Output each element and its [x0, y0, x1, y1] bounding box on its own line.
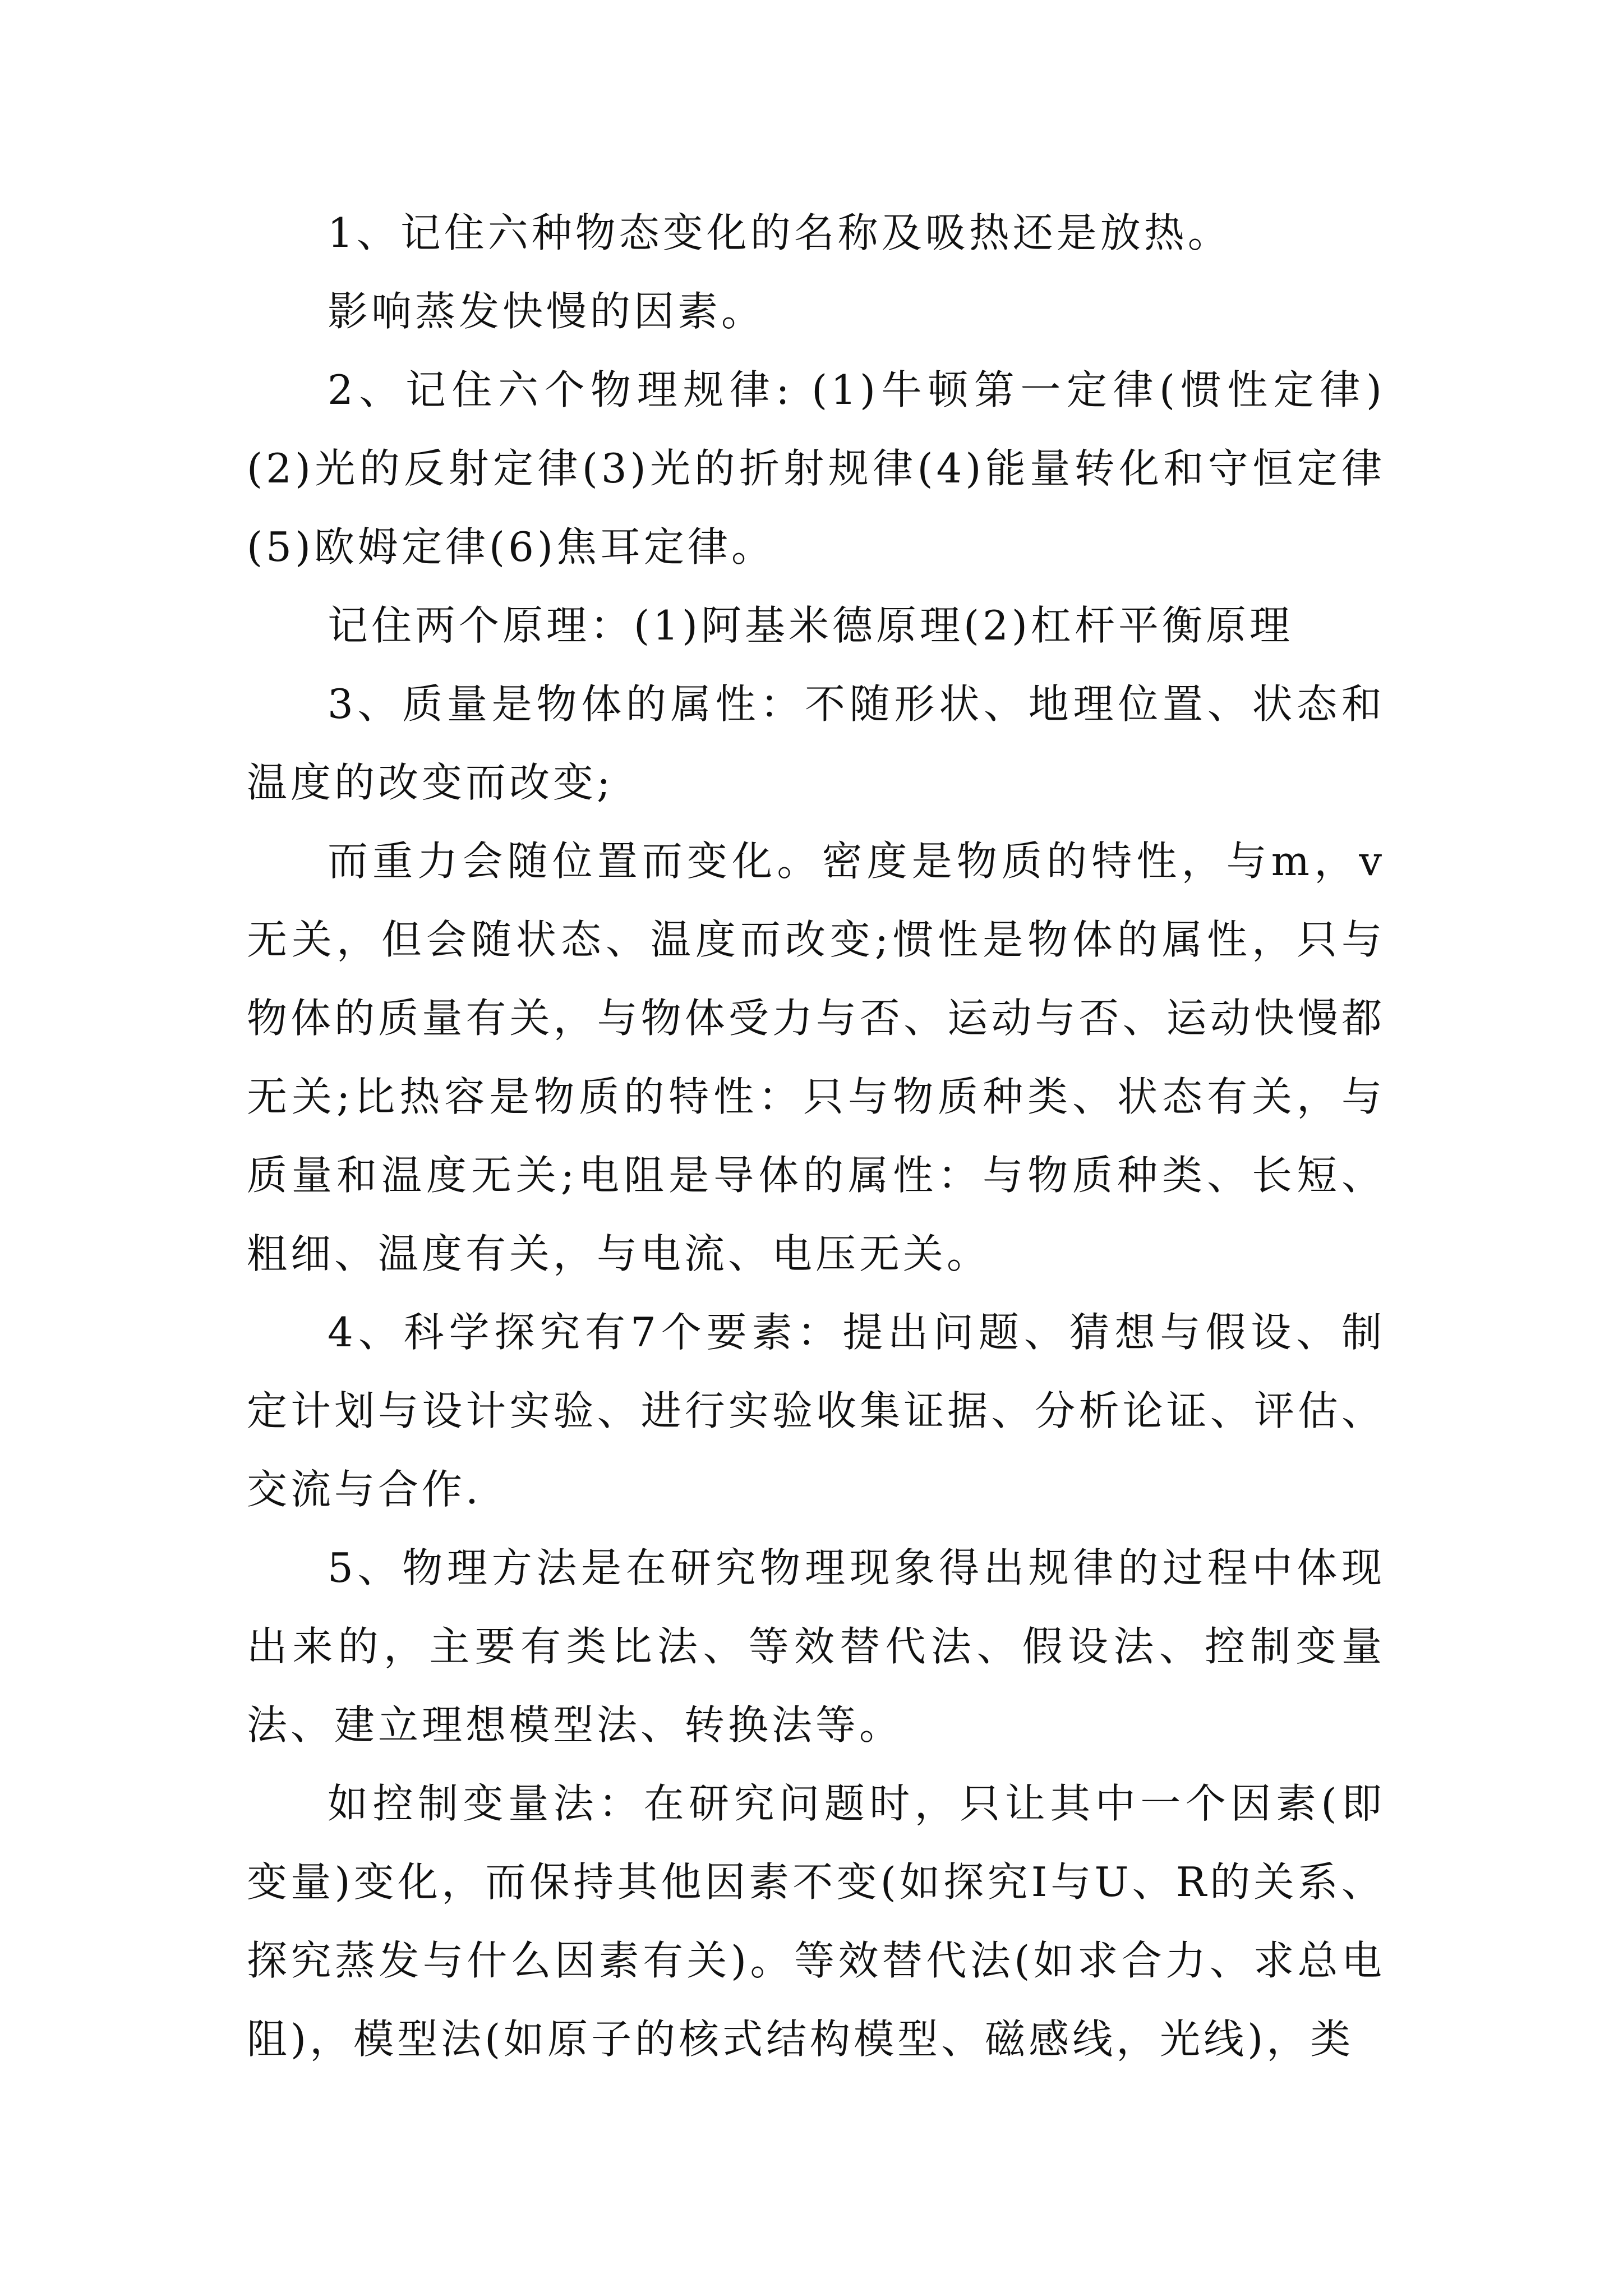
- paragraph-two-principles: 记住两个原理：(1)阿基米德原理(2)杠杆平衡原理: [328, 602, 1293, 649]
- paragraph-mass-property: 3、质量是物体的属性：不随形状、地理位置、状态和温度的改变而改变;: [247, 680, 1385, 806]
- paragraph-gravity-density-inertia: 而重力会随位置而变化。密度是物质的特性，与m，v无关，但会随状态、温度而改变;惯性是物体的属性，只与物体的质量有关，与物体受力与否、运动与否、运动快慢都无关;比热容是物质的特性：只与物质种类、状态有关，与质量和温度无关;电阻是导体的属性：与物质种类、长短、粗细、温度有关，与电流、电压无关。: [247, 838, 1385, 1277]
- document-body: [247, 194, 1385, 2078]
- paragraph-evaporation-factors: 影响蒸发快慢的因素。: [328, 288, 766, 335]
- paragraph-physics-methods: 5、物理方法是在研究物理现象得出规律的过程中体现出来的，主要有类比法、等效替代法、假设法、控制变量法、建立理想模型法、转换法等。: [247, 1544, 1385, 1749]
- paragraph-six-laws: 2、记住六个物理规律: (1)牛顿第一定律(惯性定律)(2)光的反射定律(3)光的折射规律(4)能量转化和守恒定律(5)欧姆定律(6)焦耳定律。: [247, 366, 1385, 570]
- paragraph-scientific-inquiry: 4、科学探究有7个要素：提出问题、猜想与假设、制定计划与设计实验、进行实验收集证据、分析论证、评估、交流与合作.: [247, 1309, 1385, 1513]
- paragraph-phase-changes: 1、记住六种物态变化的名称及吸热还是放热。: [328, 209, 1232, 256]
- paragraph-control-variables: 如控制变量法：在研究问题时，只让其中一个因素(即变量)变化，而保持其他因素不变(如探究I与U、R的关系、探究蒸发与什么因素有关)。等效替代法(如求合力、求总电阻)，模型法(如原子的核式结构模型、磁感线，光线)，类: [247, 1780, 1385, 2063]
